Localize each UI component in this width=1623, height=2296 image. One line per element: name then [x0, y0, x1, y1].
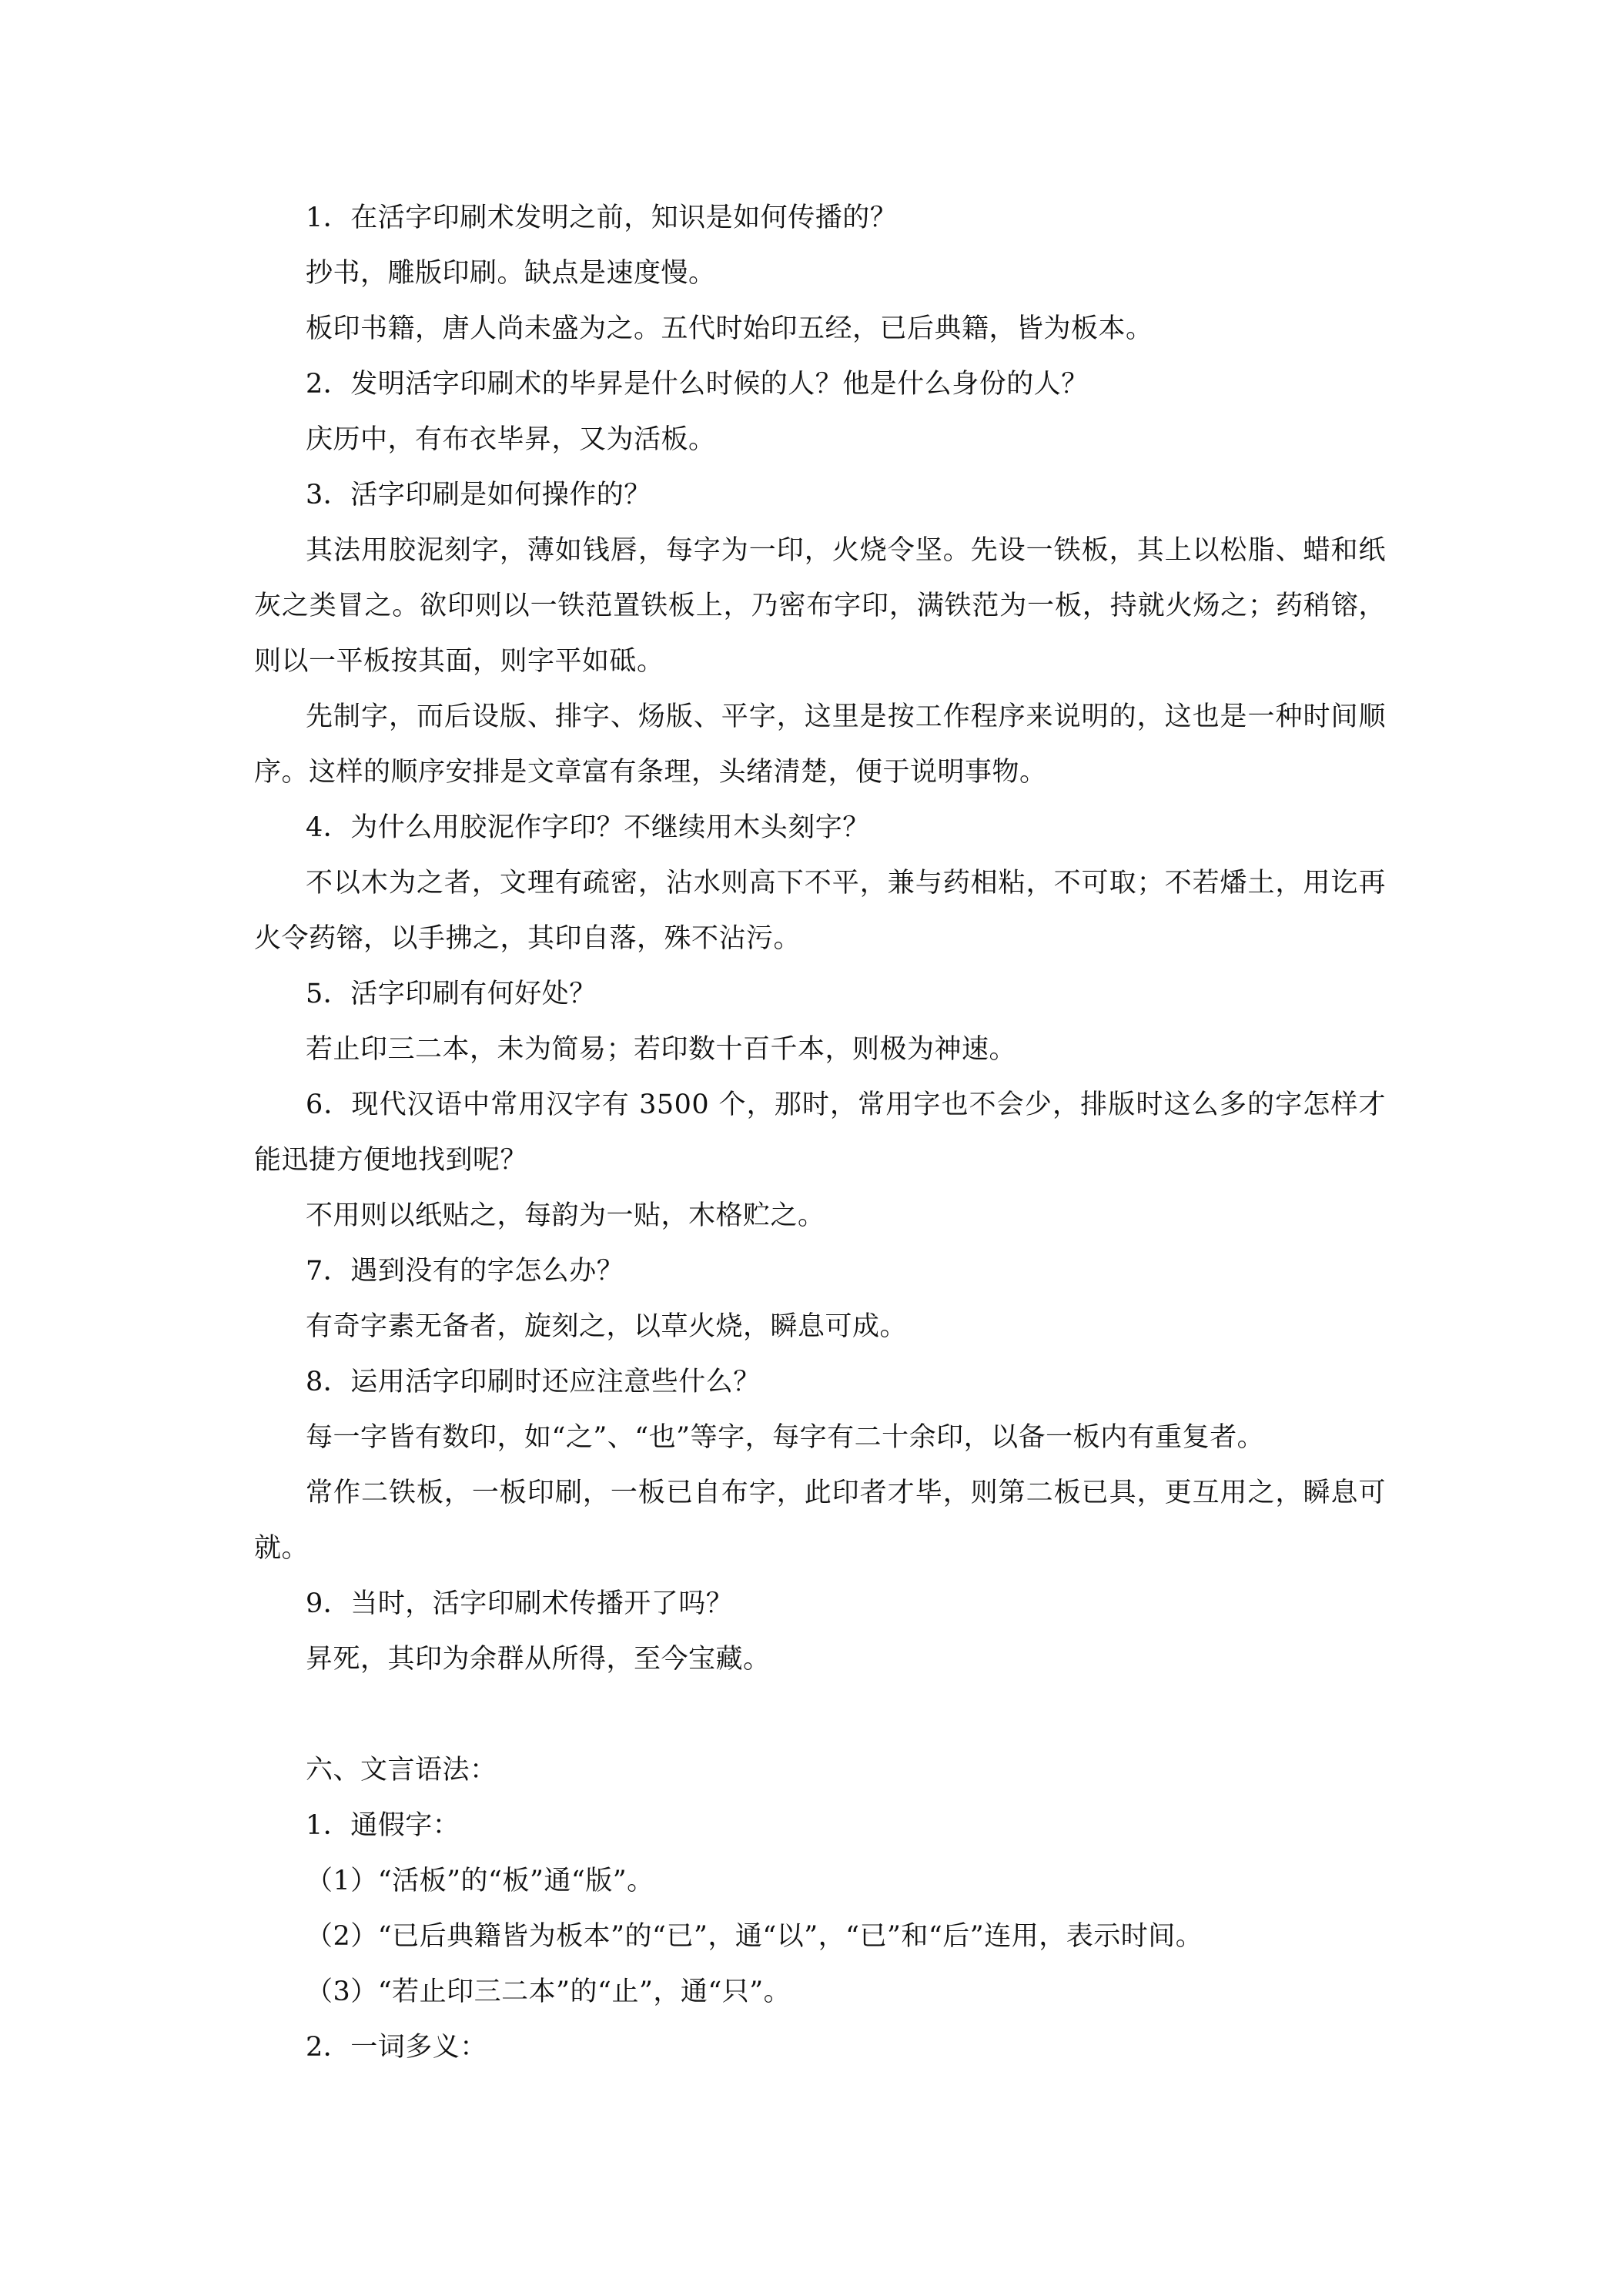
- tongjiazi-item-3: （3）“若止印三二本”的“止”，通“只”。: [306, 1976, 791, 2007]
- section-heading-grammar: 六、文言语法：: [306, 1755, 497, 1786]
- question-8: 8．运用活字印刷时还应注意些什么？: [306, 1367, 761, 1397]
- answer-9: 昇死，其印为余群从所得，至今宝藏。: [306, 1644, 771, 1675]
- question-3: 3．活字印刷是如何操作的？: [306, 480, 651, 510]
- answer-3b: 先制字，而后设版、排字、炀版、平字，这里是按工作程序来说明的，这也是一种时间顺序。这样的顺序安排是文章富有条理，头绪清楚，便于说明事物。: [254, 701, 1386, 788]
- answer-4: 不以木为之者，文理有疏密，沾水则高下不平，兼与药相粘，不可取；不若燔土，用讫再火令药镕，以手拂之，其印自落，殊不沾污。: [254, 868, 1386, 954]
- question-2: 2．发明活字印刷术的毕昇是什么时候的人？他是什么身份的人？: [306, 369, 1089, 400]
- answer-3a: 其法用胶泥刻字，薄如钱唇，每字为一印，火烧令坚。先设一铁板，其上以松脂、蜡和纸灰之类冒之。欲印则以一铁范置铁板上，乃密布字印，满铁范为一板，持就火炀之；药稍镕，则以一平板按其面，则字平如砥。: [254, 535, 1386, 677]
- tongjiazi-item-1: （1）“活板”的“板”通“版”。: [306, 1866, 654, 1896]
- answer-1a: 抄书，雕版印刷。缺点是速度慢。: [306, 258, 716, 289]
- question-7: 7．遇到没有的字怎么办？: [306, 1256, 624, 1287]
- answer-2: 庆历中，有布衣毕昇，又为活板。: [306, 424, 716, 455]
- subheading-tongjiazi: 1．通假字：: [306, 1810, 460, 1841]
- answer-8b: 常作二铁板，一板印刷，一板已自布字，此印者才毕，则第二板已具，更互用之，瞬息可就。: [254, 1478, 1386, 1564]
- question-4: 4．为什么用胶泥作字印？不继续用木头刻字？: [306, 812, 870, 843]
- question-1: 1．在活字印刷术发明之前，知识是如何传播的？: [306, 202, 898, 233]
- answer-6: 不用则以纸贴之，每韵为一贴，木格贮之。: [306, 1200, 825, 1231]
- answer-5: 若止印三二本，未为简易；若印数十百千本，则极为神速。: [306, 1034, 1017, 1065]
- subheading-yiciduoyi: 2．一词多义：: [306, 2032, 487, 2063]
- question-5: 5．活字印刷有何好处？: [306, 979, 597, 1009]
- tongjiazi-item-2: （2）“已后典籍皆为板本”的“已”，通“以”，“已”和“后”连用，表示时间。: [306, 1921, 1203, 1952]
- blank-line: [254, 1687, 1386, 1742]
- answer-8a: 每一字皆有数印，如“之”、“也”等字，每字有二十余印，以备一板内有重复者。: [306, 1422, 1265, 1453]
- question-6: 6．现代汉语中常用汉字有 3500 个，那时，常用字也不会少，排版时这么多的字怎样才能迅捷方便地找到呢？: [254, 1089, 1386, 1176]
- answer-1b: 板印书籍，唐人尚未盛为之。五代时始印五经，已后典籍，皆为板本。: [306, 313, 1153, 344]
- answer-7: 有奇字素无备者，旋刻之，以草火烧，瞬息可成。: [306, 1311, 908, 1342]
- document-body: [254, 190, 1386, 2075]
- question-9: 9．当时，活字印刷术传播开了吗？: [306, 1588, 734, 1619]
